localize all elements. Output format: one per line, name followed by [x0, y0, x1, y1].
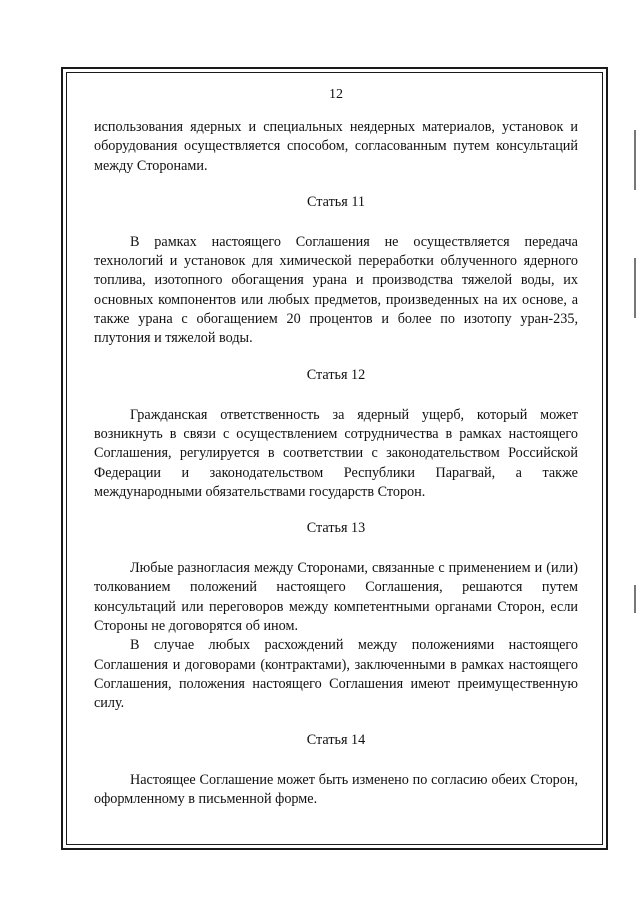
document-body: [94, 86, 578, 809]
page-number: 12: [329, 87, 343, 102]
article-paragraph: В рамках настоящего Соглашения не осуществляется передача технологий и установок для химической переработки облученного ядерного топлива, изотопного обогащения урана и производства тяжелой воды, их основных компонентов или любых предметов, произведенных на их основе, а также урана с обогащением 20 процентов и более по изотопу уран-235, плутония и тяжелой воды.: [94, 233, 578, 347]
article-paragraph: В случае любых расхождений между положениями настоящего Соглашения и договорами (контрактами), заключенными в рамках настоящего Соглашения, положения настоящего Соглашения имеют преимущественную силу.: [94, 637, 578, 712]
article-paragraph: Гражданская ответственность за ядерный ущерб, который может возникнуть в связи с осуществлением сотрудничества в рамках настоящего Соглашения, регулируется в соответствии с законодательством Российской Федерации и законодательством Республики Парагвай, а также международными обязательствами государств Сторон.: [94, 406, 578, 500]
article-paragraph: Настоящее Соглашение может быть изменено по согласию обеих Сторон, оформленному в письменной форме.: [94, 771, 578, 807]
scan-edge-mark: [634, 130, 636, 190]
article-title: Статья 14: [306, 731, 366, 748]
article-title: Статья 12: [306, 366, 366, 383]
scan-edge-mark: [634, 585, 636, 613]
article-12: [94, 366, 578, 502]
article-14: [94, 731, 578, 810]
article-11: [94, 193, 578, 349]
article-title: Статья 13: [306, 520, 366, 537]
article-13: [94, 519, 578, 713]
article-paragraph: Любые разногласия между Сторонами, связанные с применением и (или) толкованием положений настоящего Соглашения, решаются путем консультаций или переговоров между компетентными органами Сторон, если Стороны не договорятся об ином.: [94, 560, 578, 635]
intro-paragraph: использования ядерных и специальных неядерных материалов, установок и оборудования осуществляется способом, согласованным путем консультаций между Сторонами.: [94, 119, 578, 174]
scan-edge-mark: [634, 258, 636, 318]
article-title: Статья 11: [307, 193, 365, 210]
